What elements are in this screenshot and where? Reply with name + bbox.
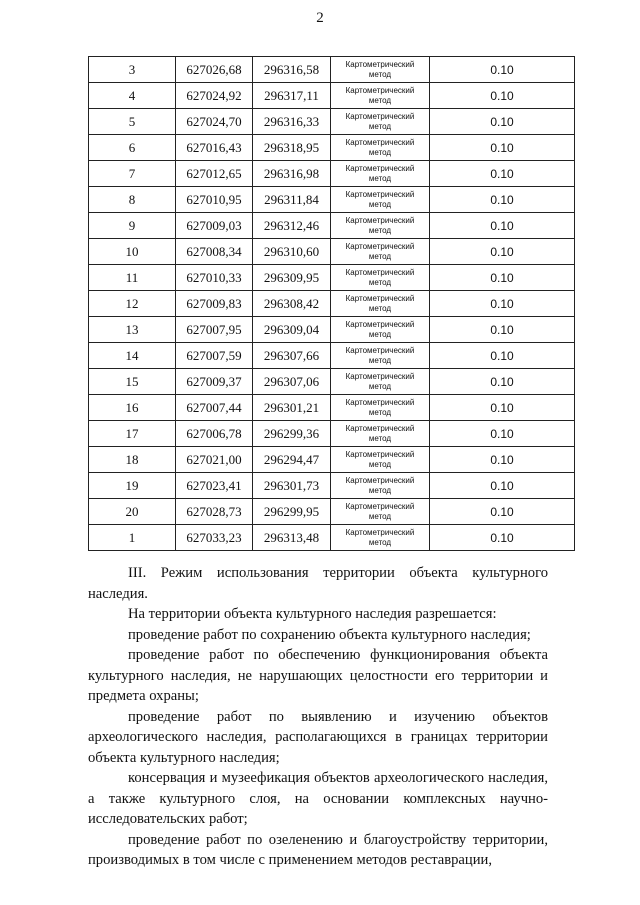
x-coordinate-cell: 627009,83 — [176, 291, 253, 317]
x-coordinate-cell: 627024,92 — [176, 83, 253, 109]
point-number-cell: 6 — [89, 135, 176, 161]
accuracy-cell: 0.10 — [430, 187, 575, 213]
accuracy-cell: 0.10 — [430, 161, 575, 187]
paragraph-preservation-works: проведение работ по сохранению объекта культурного наследия; — [128, 626, 531, 643]
coordinates-table-body — [89, 57, 575, 551]
table-row — [89, 343, 575, 369]
x-coordinate-cell: 627012,65 — [176, 161, 253, 187]
x-coordinate-cell: 627010,95 — [176, 187, 253, 213]
method-cell — [331, 369, 430, 395]
x-coordinate-cell: 627009,03 — [176, 213, 253, 239]
y-coordinate-cell: 296301,73 — [253, 473, 331, 499]
method-label: Картометрический метод — [345, 371, 415, 391]
point-number-cell: 17 — [89, 421, 176, 447]
accuracy-cell: 0.10 — [430, 83, 575, 109]
method-label: Картометрический метод — [345, 85, 415, 105]
page-number: 2 — [316, 10, 324, 26]
accuracy-cell: 0.10 — [430, 499, 575, 525]
method-cell — [331, 317, 430, 343]
method-label: Картометрический метод — [345, 345, 415, 365]
method-cell — [331, 135, 430, 161]
point-number-cell: 13 — [89, 317, 176, 343]
y-coordinate-cell: 296307,66 — [253, 343, 331, 369]
method-label: Картометрический метод — [345, 501, 415, 521]
x-coordinate-cell: 627006,78 — [176, 421, 253, 447]
method-label: Картометрический метод — [345, 319, 415, 339]
table-row — [89, 395, 575, 421]
y-coordinate-cell: 296299,95 — [253, 499, 331, 525]
coordinates-table — [88, 56, 575, 551]
table-row — [89, 213, 575, 239]
accuracy-cell: 0.10 — [430, 421, 575, 447]
method-cell — [331, 161, 430, 187]
table-row — [89, 239, 575, 265]
point-number-cell: 15 — [89, 369, 176, 395]
method-label: Картометрический метод — [345, 475, 415, 495]
paragraph-landscaping-works: проведение работ по озеленению и благоустройству территории, производимых в том числе с применением методов реставрации, — [88, 831, 548, 868]
y-coordinate-cell: 296307,06 — [253, 369, 331, 395]
table-row — [89, 525, 575, 551]
method-label: Картометрический метод — [345, 267, 415, 287]
point-number-cell: 1 — [89, 525, 176, 551]
y-coordinate-cell: 296309,95 — [253, 265, 331, 291]
method-cell — [331, 447, 430, 473]
method-cell — [331, 265, 430, 291]
table-row — [89, 109, 575, 135]
x-coordinate-cell: 627007,59 — [176, 343, 253, 369]
y-coordinate-cell: 296294,47 — [253, 447, 331, 473]
table-row — [89, 447, 575, 473]
table-row — [89, 473, 575, 499]
y-coordinate-cell: 296313,48 — [253, 525, 331, 551]
accuracy-cell: 0.10 — [430, 265, 575, 291]
y-coordinate-cell: 296310,60 — [253, 239, 331, 265]
point-number-cell: 14 — [89, 343, 176, 369]
method-cell — [331, 525, 430, 551]
method-label: Картометрический метод — [345, 397, 415, 417]
method-cell — [331, 343, 430, 369]
y-coordinate-cell: 296309,04 — [253, 317, 331, 343]
point-number-cell: 3 — [89, 57, 176, 83]
accuracy-cell: 0.10 — [430, 317, 575, 343]
x-coordinate-cell: 627016,43 — [176, 135, 253, 161]
y-coordinate-cell: 296312,46 — [253, 213, 331, 239]
x-coordinate-cell: 627007,95 — [176, 317, 253, 343]
y-coordinate-cell: 296317,11 — [253, 83, 331, 109]
table-row — [89, 369, 575, 395]
method-cell — [331, 473, 430, 499]
x-coordinate-cell: 627026,68 — [176, 57, 253, 83]
table-row — [89, 265, 575, 291]
method-label: Картометрический метод — [345, 423, 415, 443]
paragraph-archaeological-study: проведение работ по выявлению и изучению объектов археологического наследия, располагающихся в границах территории объекта культурного наследия; — [88, 708, 548, 766]
point-number-cell: 20 — [89, 499, 176, 525]
method-label: Картометрический метод — [345, 59, 415, 79]
x-coordinate-cell: 627024,70 — [176, 109, 253, 135]
table-row — [89, 57, 575, 83]
paragraph-permitted-intro: На территории объекта культурного наследия разрешается: — [128, 606, 497, 622]
accuracy-cell: 0.10 — [430, 109, 575, 135]
x-coordinate-cell: 627008,34 — [176, 239, 253, 265]
point-number-cell: 7 — [89, 161, 176, 187]
y-coordinate-cell: 296318,95 — [253, 135, 331, 161]
table-row — [89, 135, 575, 161]
point-number-cell: 18 — [89, 447, 176, 473]
paragraph-conservation-museumification: консервация и музеефикация объектов археологического наследия, а также культурного слоя, на основании комплексных научно-исследовательских работ; — [88, 770, 548, 827]
point-number-cell: 9 — [89, 213, 176, 239]
x-coordinate-cell: 627023,41 — [176, 473, 253, 499]
point-number-cell: 8 — [89, 187, 176, 213]
y-coordinate-cell: 296316,58 — [253, 57, 331, 83]
point-number-cell: 11 — [89, 265, 176, 291]
table-row — [89, 161, 575, 187]
y-coordinate-cell: 296299,36 — [253, 421, 331, 447]
point-number-cell: 19 — [89, 473, 176, 499]
accuracy-cell: 0.10 — [430, 135, 575, 161]
method-label: Картометрический метод — [345, 137, 415, 157]
point-number-cell: 4 — [89, 83, 176, 109]
table-row — [89, 187, 575, 213]
accuracy-cell: 0.10 — [430, 447, 575, 473]
table-row — [89, 421, 575, 447]
method-label: Картометрический метод — [345, 215, 415, 235]
method-cell — [331, 499, 430, 525]
accuracy-cell: 0.10 — [430, 57, 575, 83]
method-cell — [331, 213, 430, 239]
method-cell — [331, 395, 430, 421]
x-coordinate-cell: 627010,33 — [176, 265, 253, 291]
accuracy-cell: 0.10 — [430, 239, 575, 265]
y-coordinate-cell: 296308,42 — [253, 291, 331, 317]
accuracy-cell: 0.10 — [430, 395, 575, 421]
section-heading: III. Режим использования территории объекта культурного наследия. — [88, 565, 548, 602]
method-cell — [331, 83, 430, 109]
x-coordinate-cell: 627009,37 — [176, 369, 253, 395]
y-coordinate-cell: 296316,33 — [253, 109, 331, 135]
accuracy-cell: 0.10 — [430, 213, 575, 239]
table-row — [89, 83, 575, 109]
accuracy-cell: 0.10 — [430, 369, 575, 395]
x-coordinate-cell: 627033,23 — [176, 525, 253, 551]
method-label: Картометрический метод — [345, 111, 415, 131]
method-cell — [331, 291, 430, 317]
method-cell — [331, 421, 430, 447]
table-row — [89, 291, 575, 317]
method-label: Картометрический метод — [345, 241, 415, 261]
method-label: Картометрический метод — [345, 527, 415, 547]
table-row — [89, 499, 575, 525]
accuracy-cell: 0.10 — [430, 473, 575, 499]
table-row — [89, 317, 575, 343]
method-label: Картометрический метод — [345, 189, 415, 209]
x-coordinate-cell: 627021,00 — [176, 447, 253, 473]
accuracy-cell: 0.10 — [430, 525, 575, 551]
method-cell — [331, 187, 430, 213]
accuracy-cell: 0.10 — [430, 291, 575, 317]
point-number-cell: 16 — [89, 395, 176, 421]
point-number-cell: 5 — [89, 109, 176, 135]
method-label: Картометрический метод — [345, 449, 415, 469]
y-coordinate-cell: 296316,98 — [253, 161, 331, 187]
method-cell — [331, 239, 430, 265]
method-label: Картометрический метод — [345, 293, 415, 313]
x-coordinate-cell: 627007,44 — [176, 395, 253, 421]
point-number-cell: 12 — [89, 291, 176, 317]
method-label: Картометрический метод — [345, 163, 415, 183]
regime-text — [88, 563, 548, 871]
point-number-cell: 10 — [89, 239, 176, 265]
x-coordinate-cell: 627028,73 — [176, 499, 253, 525]
y-coordinate-cell: 296301,21 — [253, 395, 331, 421]
y-coordinate-cell: 296311,84 — [253, 187, 331, 213]
accuracy-cell: 0.10 — [430, 343, 575, 369]
method-cell — [331, 57, 430, 83]
paragraph-functioning-works: проведение работ по обеспечению функционирования объекта культурного наследия, не нарушающих целостности его территории и предмета охраны; — [88, 647, 548, 704]
method-cell — [331, 109, 430, 135]
